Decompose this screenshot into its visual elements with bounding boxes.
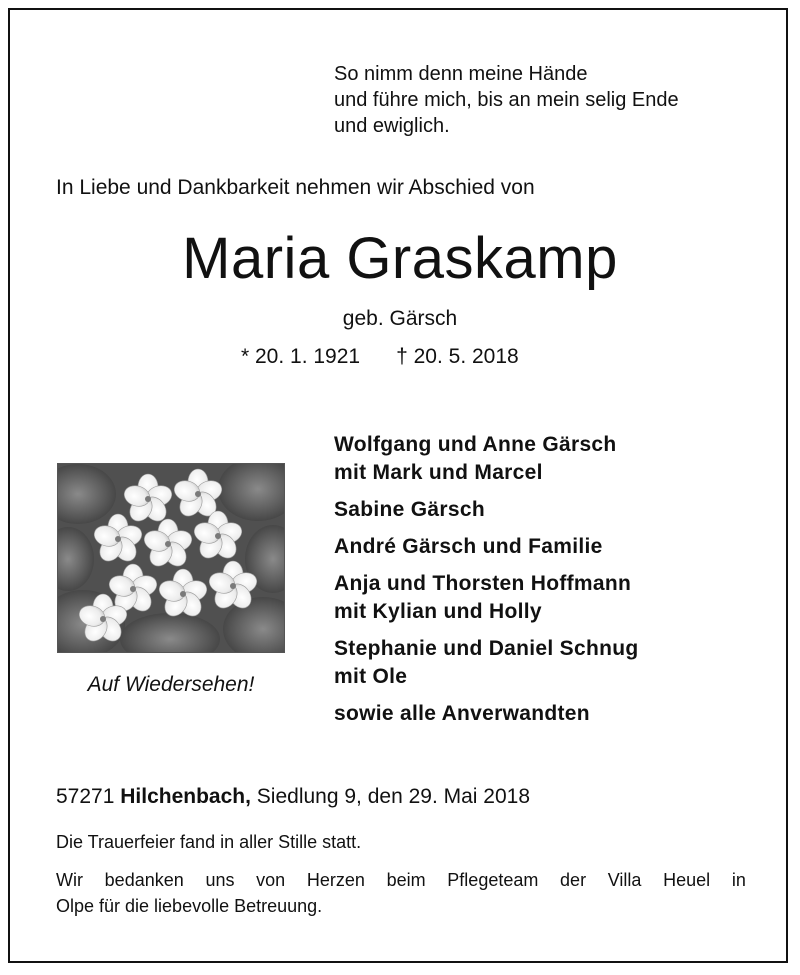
verse: [334, 61, 679, 139]
thanks-line: Olpe für die liebevolle Betreuung.: [56, 896, 323, 916]
birth-name: geb. Gärsch: [342, 307, 458, 330]
thanks-word: uns: [205, 870, 235, 890]
funeral-note: Die Trauerfeier fand in aller Stille statt.: [56, 832, 362, 852]
address-zip: 57271: [56, 785, 115, 808]
mourner-line: mit Ole: [334, 665, 408, 688]
thanks-word: in: [731, 870, 746, 890]
deceased-name: Maria Graskamp: [182, 226, 618, 291]
list-item: [334, 431, 638, 487]
thanks-word: Herzen: [306, 870, 365, 890]
verse-line: und führe mich, bis an mein selig Ende: [334, 89, 679, 111]
list-item: [334, 533, 638, 561]
list-item: [334, 496, 638, 524]
mourner-line: Anja und Thorsten Hoffmann: [334, 572, 632, 595]
list-item: [334, 570, 638, 626]
life-dates: [241, 345, 519, 369]
thanks-word: von: [256, 870, 286, 890]
intro-text: In Liebe und Dankbarkeit nehmen wir Abschied von: [56, 176, 535, 199]
thanks-line: [56, 867, 746, 893]
mourner-line: sowie alle Anverwandten: [334, 702, 590, 725]
african-violet-flowers-photo: [57, 463, 285, 653]
thanks-word: der: [560, 870, 587, 890]
thanks-word: Wir: [56, 870, 83, 890]
mourner-line: Sabine Gärsch: [334, 498, 485, 521]
mourners-list: [334, 431, 638, 737]
thanks-word: Heuel: [663, 870, 711, 890]
mourner-line: mit Kylian und Holly: [334, 600, 542, 623]
mourner-line: Stephanie und Daniel Schnug: [334, 637, 639, 660]
mourner-line: mit Mark und Marcel: [334, 461, 543, 484]
verse-line: und ewiglich.: [334, 115, 450, 137]
thanks-word: beim: [386, 870, 426, 890]
thanks-word: Pflegeteam: [447, 870, 539, 890]
address-rest: Siedlung 9, den 29. Mai 2018: [256, 785, 531, 808]
list-item: [334, 700, 638, 728]
photo-caption: Auf Wiedersehen!: [87, 673, 255, 696]
thanks-word: Villa: [607, 870, 642, 890]
death-date: † 20. 5. 2018: [396, 345, 519, 368]
thanks-text: [56, 867, 746, 919]
mourner-line: André Gärsch und Familie: [334, 535, 603, 558]
birth-date: * 20. 1. 1921: [241, 345, 361, 368]
flower-image: [58, 464, 284, 652]
thanks-word: bedanken: [104, 870, 184, 890]
verse-line: So nimm denn meine Hände: [334, 63, 588, 85]
address-line: [56, 785, 530, 809]
address-city: Hilchenbach,: [120, 785, 251, 808]
mourner-line: Wolfgang und Anne Gärsch: [334, 433, 617, 456]
list-item: [334, 635, 638, 691]
